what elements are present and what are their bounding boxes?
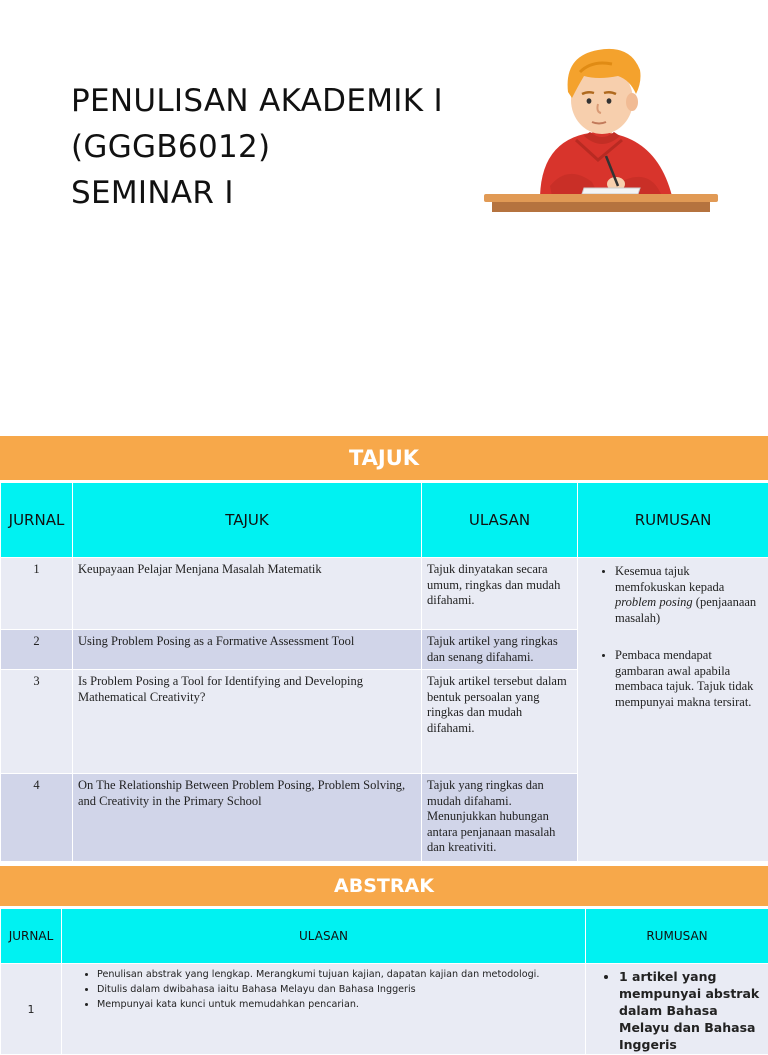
row-ulasan-text: Tajuk artikel tersebut dalam bentuk persoalan yang ringkas dan mudah difahami. (422, 670, 578, 774)
row-jurnal-number: 3 (1, 670, 73, 774)
row-jurnal-number: 1 (1, 964, 62, 1055)
tajuk-table (0, 482, 768, 862)
tajuk-section (0, 436, 768, 862)
student-writing-at-desk-icon (480, 36, 720, 218)
abstrak-table (0, 908, 768, 1055)
col-header-jurnal: JURNAL (1, 909, 62, 964)
row-rumusan-list (586, 964, 768, 1055)
row-ulasan-text: Tajuk yang ringkas dan mudah difahami. Menunjukkan hubungan antara penjanaan masalah dan kreativiti. (422, 774, 578, 862)
row-jurnal-number: 2 (1, 630, 73, 670)
ulasan-point: • Mempunyai kata kunci untuk memudahkan pencarian. (97, 997, 584, 1012)
ulasan-point: • Ditulis dalam dwibahasa iaitu Bahasa Melayu dan Bahasa Inggeris (97, 982, 584, 997)
row-tajuk-text: On The Relationship Between Problem Posing, Problem Solving, and Creativity in the Primary School (73, 774, 422, 862)
row-jurnal-number: 1 (1, 558, 73, 630)
seminar-label: SEMINAR I (71, 170, 443, 216)
abstrak-table-header (1, 909, 768, 964)
col-header-jurnal: JURNAL (1, 483, 73, 558)
tajuk-table-header (1, 483, 768, 558)
tajuk-banner: TAJUK (0, 436, 768, 482)
row-tajuk-text: Is Problem Posing a Tool for Identifying and Developing Mathematical Creativity? (73, 670, 422, 774)
col-header-ulasan: ULASAN (422, 483, 578, 558)
abstrak-section (0, 866, 768, 1055)
table-row (1, 558, 768, 630)
course-code: (GGGB6012) (71, 124, 443, 170)
rumusan-cell (578, 558, 768, 862)
row-ulasan-list (62, 964, 586, 1055)
abstrak-banner: ABSTRAK (0, 866, 768, 908)
rumusan-point-2: • Pembaca mendapat gambaran awal apabila membaca tajuk. Tajuk tidak mempunyai makna tersirat. (615, 648, 763, 710)
ulasan-point: • Penulisan abstrak yang lengkap. Merangkumi tujuan kajian, dapatan kajian dan metodologi. (97, 967, 584, 982)
row-jurnal-number: 4 (1, 774, 73, 862)
col-header-ulasan: ULASAN (62, 909, 586, 964)
row-tajuk-text: Using Problem Posing as a Formative Assessment Tool (73, 630, 422, 670)
row-ulasan-text: Tajuk artikel yang ringkas dan senang difahami. (422, 630, 578, 670)
rumusan-point-1: • Kesemua tajuk memfokuskan kepada problem posing (penjaanaan masalah) (615, 564, 763, 626)
table-row (1, 964, 768, 1055)
col-header-rumusan: RUMUSAN (578, 483, 768, 558)
rumusan-point: • 1 artikel yang mempunyai abstrak dalam Bahasa Melayu dan Bahasa Inggeris (619, 968, 767, 1053)
col-header-rumusan: RUMUSAN (586, 909, 768, 964)
row-ulasan-text: Tajuk dinyatakan secara umum, ringkas dan mudah difahami. (422, 558, 578, 630)
title-block (71, 78, 443, 216)
row-tajuk-text: Keupayaan Pelajar Menjana Masalah Matematik (73, 558, 422, 630)
col-header-tajuk: TAJUK (73, 483, 422, 558)
course-title: PENULISAN AKADEMIK I (71, 78, 443, 124)
